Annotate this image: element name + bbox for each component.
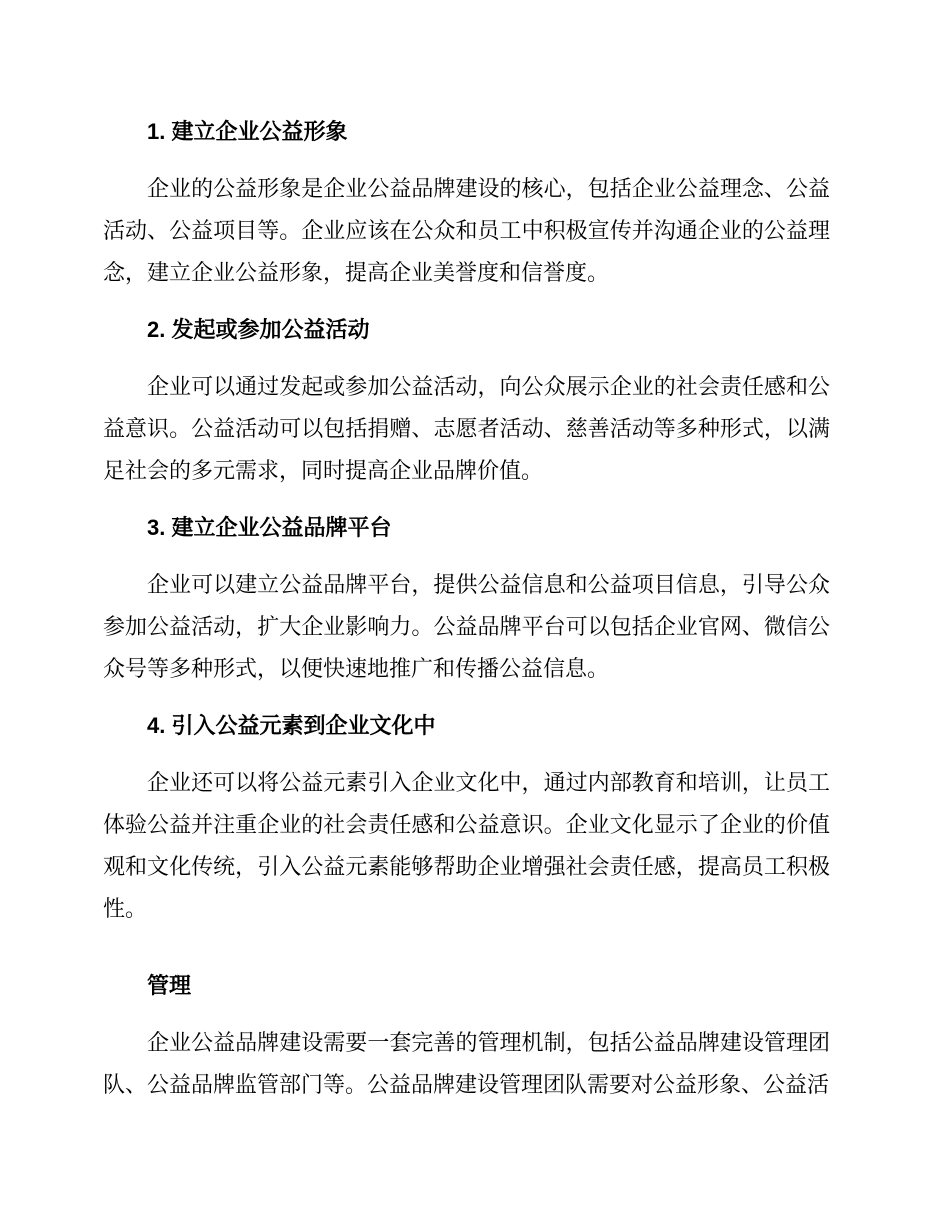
- section-heading-2: 2. 发起或参加公益活动: [147, 317, 370, 342]
- section-heading-1: 1. 建立企业公益形象: [147, 119, 348, 144]
- section-management: [103, 965, 830, 1106]
- section-heading-management: 管理: [147, 973, 192, 998]
- section-paragraph-1: 企业的公益形象是企业公益品牌建设的核心，包括企业公益理念、公益活动、公益项目等。企业应该在公众和员工中积极宣传并沟通企业的公益理念，建立企业公益形象，提高企业美誉度和信誉度。: [103, 176, 830, 285]
- section-build-charity-image: [103, 111, 830, 294]
- section-paragraph-3: 企业可以建立公益品牌平台，提供公益信息和公益项目信息，引导公众参加公益活动，扩大企业影响力。公益品牌平台可以包括企业官网、微信公众号等多种形式，以便快速地推广和传播公益信息。: [103, 572, 830, 681]
- section-heading-4: 4. 引入公益元素到企业文化中: [147, 713, 436, 738]
- section-initiate-activities: [103, 309, 830, 492]
- section-brand-platform: [103, 507, 830, 690]
- section-paragraph-2: 企业可以通过发起或参加公益活动，向公众展示企业的社会责任感和公益意识。公益活动可以包括捐赠、志愿者活动、慈善活动等多种形式，以满足社会的多元需求，同时提高企业品牌价值。: [103, 374, 830, 483]
- section-charity-culture: [103, 705, 830, 930]
- document-content: [103, 111, 830, 1106]
- section-paragraph-4: 企业还可以将公益元素引入企业文化中，通过内部教育和培训，让员工体验公益并注重企业的社会责任感和公益意识。企业文化显示了企业的价值观和文化传统，引入公益元素能够帮助企业增强社会责任感，提高员工积极性。: [103, 770, 830, 921]
- section-paragraph-management: 企业公益品牌建设需要一套完善的管理机制，包括公益品牌建设管理团队、公益品牌监管部门等。公益品牌建设管理团队需要对公益形象、公益活: [103, 1030, 830, 1097]
- section-heading-3: 3. 建立企业公益品牌平台: [147, 515, 392, 540]
